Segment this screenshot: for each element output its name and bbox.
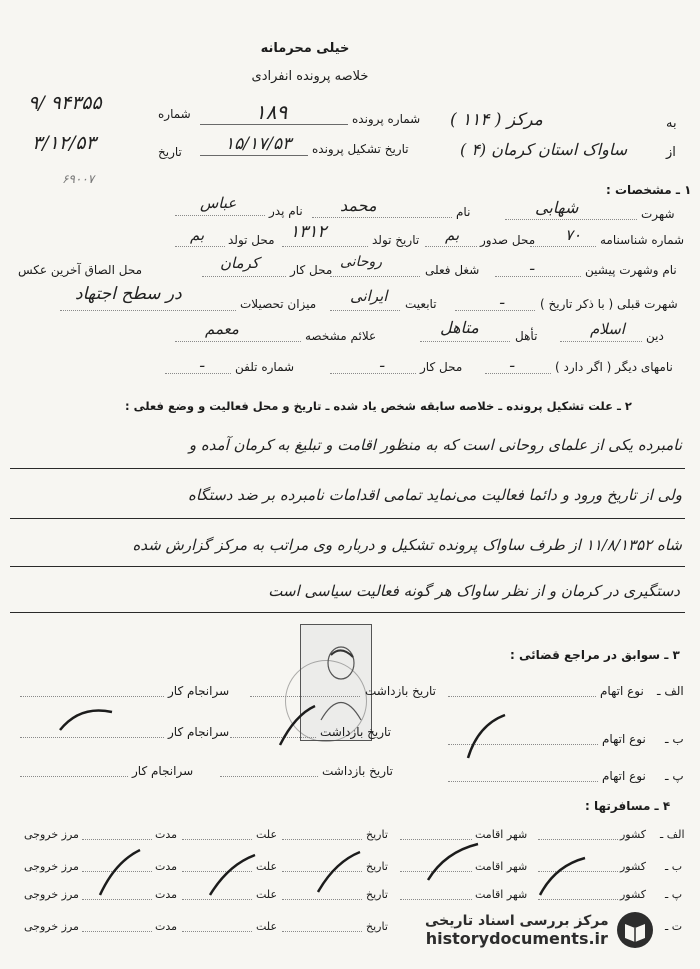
document-title: خلاصه پرونده انفرادی [251, 69, 369, 84]
travel-row-a-border-label: مرز خروجی [24, 828, 79, 841]
court-row-c-prefix: پ ـ [665, 769, 684, 783]
id-number-label: شماره شناسنامه [600, 233, 685, 247]
date-label: تاریخ [158, 145, 182, 159]
travel-row-c-reason-label: علت [256, 888, 278, 901]
classification-label: خیلی محرمانه [260, 41, 350, 56]
file-number-label: شماره پرونده [352, 112, 421, 126]
work-address-value: ـ [380, 355, 385, 371]
other-names-label: نامهای دیگر ( اگر دارد ) [555, 360, 673, 374]
work-address-label: محل کار [420, 360, 463, 374]
surname-value: شهابی [535, 198, 579, 217]
id-number-value: ۷۰ [565, 226, 582, 244]
section3-heading: ۳ ـ سوابق در مراجع قضائی : [510, 648, 680, 662]
number-label: شماره [158, 107, 191, 121]
file-date-label: تاریخ تشکیل پرونده [312, 142, 409, 156]
travel-row-a-reason-label: علت [256, 828, 278, 841]
surname-label: شهرت [641, 207, 675, 221]
book-logo-icon [615, 910, 655, 950]
court-row-b-arrest-label: تاریخ بازداشت [320, 725, 391, 739]
identifying-marks-value: معمم [205, 320, 239, 338]
travel-row-a-duration-label: مدت [155, 828, 178, 841]
court-row-c-charge-label: نوع اتهام [602, 769, 646, 783]
court-row-a-charge-label: نوع اتهام [600, 684, 644, 698]
birth-date-label: تاریخ تولد [372, 233, 420, 247]
travel-row-d-date-label: تاریخ [366, 920, 388, 933]
phone-number-value: ـ [200, 355, 205, 371]
watermark-line-1: مرکز بررسی اسناد تاریخی [425, 912, 609, 929]
travel-row-b-city-label: شهر اقامت [475, 860, 528, 873]
issue-place-value: بم [445, 226, 460, 244]
phone-number-label: شماره تلفن [235, 360, 295, 374]
margin-note: ۶۹۰۰۷ [62, 172, 95, 186]
number-value: ۹۴۳۵۵ /۹ [28, 92, 102, 114]
travel-row-d-border-label: مرز خروجی [24, 920, 79, 933]
travel-row-c-prefix: پ ـ [665, 888, 683, 901]
watermark-line-2: historydocuments.ir [425, 928, 608, 948]
nationality-label: تابعیت [405, 297, 437, 311]
narrative-line-2: ولی از تاریخ ورود و دائما فعالیت می‌نماید تمامی اقدامات نامبرده بر ضد دستگاه [187, 486, 682, 504]
narrative-line-4: دستگیری در کرمان و از نظر ساواک هر گونه فعالیت سیاسی است [268, 582, 680, 600]
other-names-value: ـ [510, 355, 515, 371]
travel-row-a-country-label: کشور [620, 828, 647, 841]
travel-row-b-reason-label: علت [256, 860, 278, 873]
court-row-c-outcome-label: سرانجام کار [132, 764, 194, 778]
workplace-value: کرمان [220, 254, 260, 272]
education-label: میزان تحصیلات [240, 297, 317, 311]
section1-heading: ۱ ـ مشخصات : [606, 183, 692, 197]
marital-status-value: متاهل [440, 318, 479, 337]
former-surname-value: ـ [500, 292, 505, 308]
religion-label: دین [646, 329, 664, 343]
section2-heading: ۲ ـ علت تشکیل پرونده ـ خلاصه سابقه شخص یاد شده ـ تاریخ و محل فعالیت و وضع فعلی : [125, 399, 632, 413]
name-label: نام [456, 205, 471, 219]
name-value: محمد [340, 196, 377, 215]
previous-name-value: ـ [530, 258, 535, 274]
travel-row-c-date-label: تاریخ [366, 888, 388, 901]
travel-row-a-prefix: الف ـ [660, 828, 685, 841]
file-number-value: ۱۸۹ [255, 100, 288, 124]
court-row-a-prefix: الف ـ [657, 684, 684, 698]
father-name-label: نام پدر [269, 204, 303, 218]
travel-row-b-duration-label: مدت [155, 860, 178, 873]
travel-row-b-date-label: تاریخ [366, 860, 388, 873]
from-value: ساواک استان کرمان (۴ ) [460, 140, 628, 159]
nationality-value: ایرانی [350, 287, 388, 305]
court-row-a-arrest-label: تاریخ بازداشت [365, 684, 436, 698]
former-surname-label: شهرت قبلی ( با ذکر تاریخ ) [540, 297, 678, 311]
travel-row-d-duration-label: مدت [155, 920, 178, 933]
to-value: مرکز ( ۱۱۴ ) [450, 110, 543, 130]
father-name-value: عباس [200, 194, 237, 212]
archive-watermark [425, 910, 655, 950]
section4-heading: ۴ ـ مسافرتها : [585, 799, 671, 813]
travel-row-a-date-label: تاریخ [366, 828, 388, 841]
education-value: در سطح اجتهاد [75, 284, 182, 304]
court-row-a-outcome-label: سرانجام کار [168, 684, 230, 698]
birth-date-value: ۱۳۱۲ [290, 222, 327, 242]
travel-row-b-border-label: مرز خروجی [24, 860, 79, 873]
birth-place-label: محل تولد [228, 233, 275, 247]
travel-row-d-prefix: ت ـ [665, 920, 683, 933]
religion-value: اسلام [590, 320, 625, 338]
workplace-label: محل کار [290, 263, 333, 277]
travel-row-c-border-label: مرز خروجی [24, 888, 79, 901]
travel-row-a-city-label: شهر اقامت [475, 828, 528, 841]
identifying-marks-label: علائم مشخصه [305, 329, 377, 343]
travel-row-b-country-label: کشور [620, 860, 647, 873]
court-row-b-outcome-label: سرانجام کار [168, 725, 230, 739]
photo-location-label: محل الصاق آخرین عکس [18, 263, 143, 277]
travel-row-c-country-label: کشور [620, 888, 647, 901]
issue-place-label: محل صدور [480, 233, 536, 247]
court-row-b-prefix: ب ـ [665, 732, 684, 746]
previous-name-label: نام وشهرت پیشین [585, 263, 677, 277]
court-row-c-arrest-label: تاریخ بازداشت [322, 764, 393, 778]
file-date-value: ۱۵/۱۷/۵۳ [225, 134, 292, 154]
travel-row-b-prefix: ب ـ [665, 860, 683, 873]
current-job-value: روحانی [340, 254, 383, 270]
current-job-label: شغل فعلی [425, 263, 480, 277]
from-label: از [666, 145, 676, 160]
marital-status-label: تأهل [515, 329, 538, 343]
travel-row-d-reason-label: علت [256, 920, 278, 933]
court-row-b-charge-label: نوع اتهام [602, 732, 646, 746]
narrative-line-3: شاه ۱۱/۸/۱۳۵۲ از طرف ساواک پرونده تشکیل و درباره وی مراتب به مرکز گزارش شده [132, 536, 682, 554]
to-label: به [666, 116, 677, 131]
birth-place-value: بم [190, 226, 205, 244]
travel-row-c-city-label: شهر اقامت [475, 888, 528, 901]
date-value: ۳/۱۲/۵۳ [32, 132, 96, 154]
narrative-line-1: نامبرده یکی از علمای روحانی است که به منظور اقامت و تبلیغ به کرمان آمده و [188, 436, 682, 454]
travel-row-c-duration-label: مدت [155, 888, 178, 901]
